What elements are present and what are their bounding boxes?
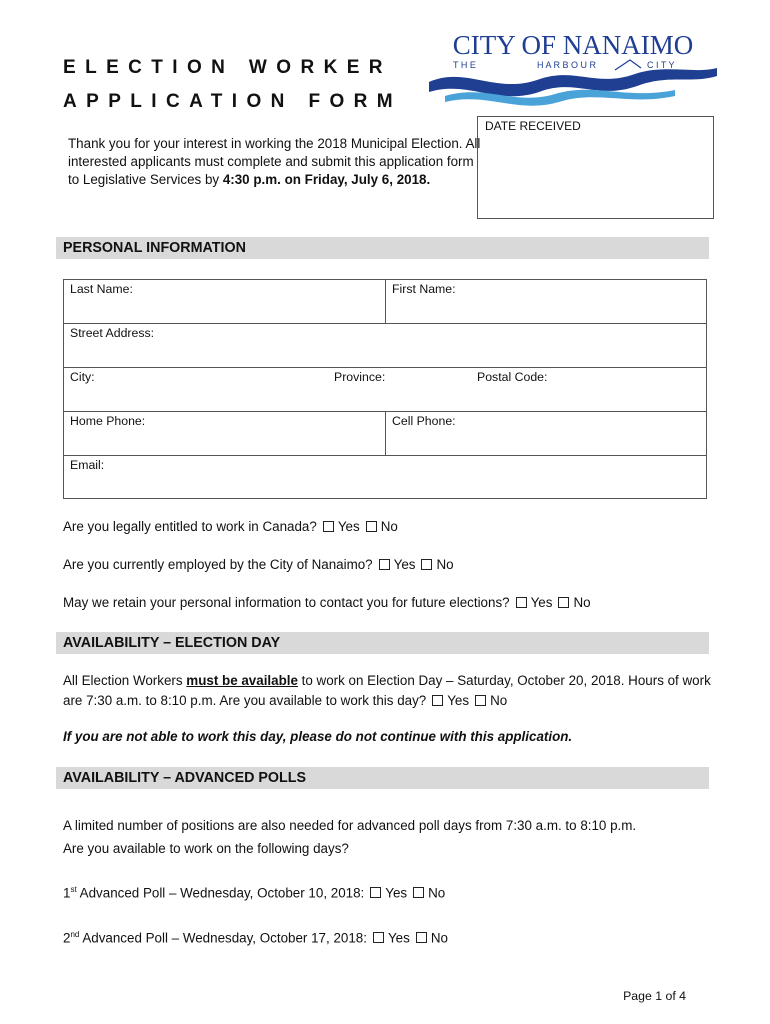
question-employed-by-city: Are you currently employed by the City of Nanaimo? Yes No (63, 557, 454, 572)
section-election-day: AVAILABILITY – ELECTION DAY (56, 632, 709, 654)
intro-deadline: 4:30 p.m. on Friday, July 6, 2018. (222, 172, 431, 187)
advanced-poll-2: 2nd Advanced Poll – Wednesday, October 17, 2018: Yes No (63, 930, 448, 946)
section-personal-information: PERSONAL INFORMATION (56, 237, 709, 259)
section-advanced-polls: AVAILABILITY – ADVANCED POLLS (56, 767, 709, 789)
checkbox-yes[interactable] (323, 521, 334, 532)
city-row (64, 368, 706, 412)
question-retain-info: May we retain your personal information to contact you for future elections? Yes No (63, 595, 591, 610)
checkbox-no[interactable] (416, 932, 427, 943)
logo-tagline-1: T H E (453, 60, 476, 70)
election-day-warning: If you are not able to work this day, please do not continue with this application. (63, 729, 573, 744)
advanced-poll-1: 1st Advanced Poll – Wednesday, October 10, 2018: Yes No (63, 885, 446, 901)
email-label: Email: (70, 458, 105, 472)
checkbox-yes[interactable] (516, 597, 527, 608)
checkbox-no[interactable] (413, 887, 424, 898)
city-label: City: (70, 370, 95, 384)
checkbox-yes[interactable] (379, 559, 390, 570)
form-title-line1: ELECTION WORKER (63, 57, 392, 78)
cell-phone-label: Cell Phone: (392, 414, 456, 428)
first-name-label: First Name: (392, 282, 456, 296)
province-label: Province: (334, 370, 386, 384)
street-row (64, 324, 706, 368)
checkbox-no[interactable] (475, 695, 486, 706)
date-received-label: DATE RECEIVED (485, 119, 581, 133)
phone-row (64, 412, 706, 456)
page-number: Page 1 of 4 (623, 989, 686, 1003)
postal-code-label: Postal Code: (477, 370, 548, 384)
checkbox-no[interactable] (421, 559, 432, 570)
date-received-box (477, 116, 714, 219)
name-row (64, 280, 706, 324)
last-name-label: Last Name: (70, 282, 133, 296)
checkbox-yes[interactable] (370, 887, 381, 898)
checkbox-yes[interactable] (432, 695, 443, 706)
question-entitled-to-work: Are you legally entitled to work in Canada? Yes No (63, 519, 398, 534)
form-title-line2: APPLICATION FORM (63, 91, 402, 112)
city-of-nanaimo-logo (425, 30, 721, 108)
logo-tagline-3: C I T Y (647, 60, 675, 70)
logo-tagline-2: H A R B O U R (537, 60, 597, 70)
home-phone-label: Home Phone: (70, 414, 146, 428)
checkbox-no[interactable] (558, 597, 569, 608)
advanced-polls-intro: A limited number of positions are also needed for advanced poll days from 7:30 a.m. to 8:10 p.m. (63, 818, 637, 833)
checkbox-no[interactable] (366, 521, 377, 532)
logo-name: CITY OF NANAIMO (452, 30, 694, 60)
email-row (64, 456, 706, 498)
advanced-polls-question: Are you available to work on the following days? (63, 841, 349, 856)
personal-info-grid (63, 279, 707, 499)
election-day-text: All Election Workers must be available to work on Election Day – Saturday, October 20, 2018. Hours of work are 7:30 a.m. to 8:10 p.m. Are you available to work this day? Yes No (63, 673, 711, 708)
street-address-label: Street Address: (70, 326, 155, 340)
intro-text: Thank you for your interest in working the 2018 Municipal Election. All interested applicants must complete and submit this application form to Legislative Services by 4:30 p.m. on Friday, July 6, 2018. (68, 136, 481, 187)
checkbox-yes[interactable] (373, 932, 384, 943)
